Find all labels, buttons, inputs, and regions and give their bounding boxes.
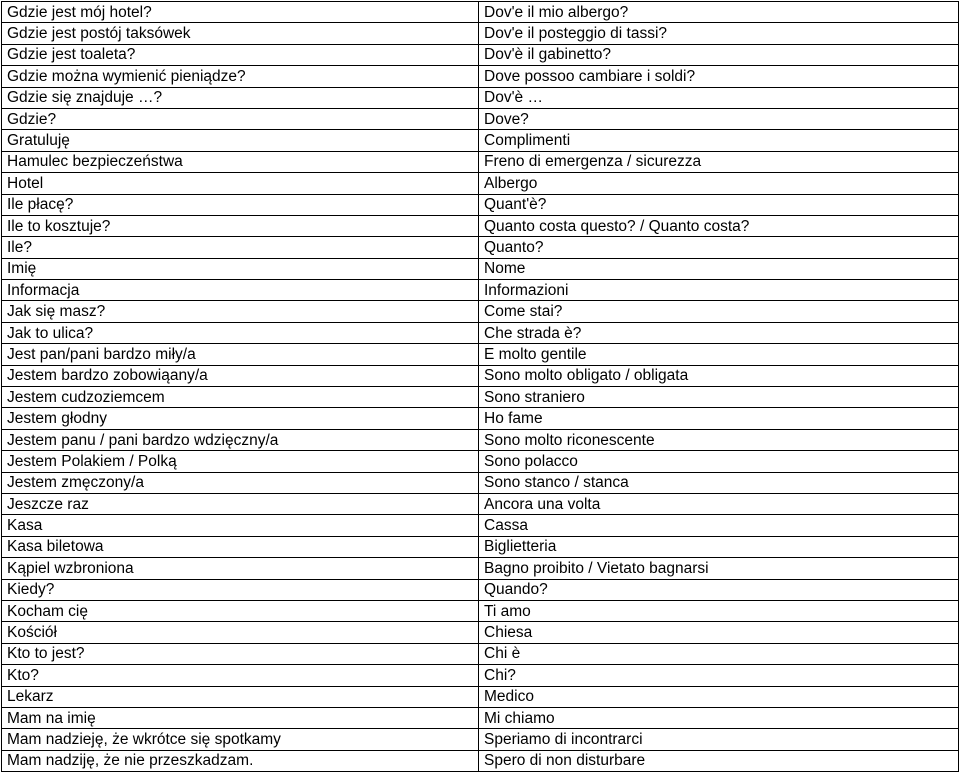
polish-phrase-cell: Jestem Polakiem / Polką <box>2 451 479 472</box>
phrase-table <box>1 1 959 772</box>
table-row <box>2 387 959 408</box>
italian-phrase-cell: Mi chiamo <box>479 707 959 728</box>
italian-phrase-cell: Bagno proibito / Vietato bagnarsi <box>479 558 959 579</box>
table-row <box>2 194 959 215</box>
italian-phrase-cell: Dove possoo cambiare i soldi? <box>479 66 959 87</box>
polish-phrase-cell: Hotel <box>2 173 479 194</box>
polish-phrase-cell: Mam na imię <box>2 707 479 728</box>
italian-phrase-cell: E molto gentile <box>479 344 959 365</box>
table-row <box>2 237 959 258</box>
italian-phrase-cell: Ancora una volta <box>479 493 959 514</box>
italian-phrase-cell: Cassa <box>479 515 959 536</box>
polish-phrase-cell: Hamulec bezpieczeństwa <box>2 151 479 172</box>
table-row <box>2 729 959 750</box>
polish-phrase-cell: Jestem cudzoziemcem <box>2 387 479 408</box>
table-row <box>2 108 959 129</box>
italian-phrase-cell: Chiesa <box>479 622 959 643</box>
table-row <box>2 258 959 279</box>
italian-phrase-cell: Complimenti <box>479 130 959 151</box>
table-row <box>2 322 959 343</box>
polish-phrase-cell: Jestem zmęczony/a <box>2 472 479 493</box>
table-row <box>2 493 959 514</box>
italian-phrase-cell: Quanto costa questo? / Quanto costa? <box>479 215 959 236</box>
italian-phrase-cell: Chi è <box>479 643 959 664</box>
table-row <box>2 707 959 728</box>
italian-phrase-cell: Che strada è? <box>479 322 959 343</box>
italian-phrase-cell: Sono molto riconescente <box>479 429 959 450</box>
table-row <box>2 515 959 536</box>
polish-phrase-cell: Kto to jest? <box>2 643 479 664</box>
polish-phrase-cell: Imię <box>2 258 479 279</box>
polish-phrase-cell: Jak to ulica? <box>2 322 479 343</box>
italian-phrase-cell: Come stai? <box>479 301 959 322</box>
italian-phrase-cell: Speriamo di incontrarci <box>479 729 959 750</box>
table-row <box>2 665 959 686</box>
polish-phrase-cell: Kąpiel wzbroniona <box>2 558 479 579</box>
italian-phrase-cell: Quant'è? <box>479 194 959 215</box>
italian-phrase-cell: Sono straniero <box>479 387 959 408</box>
table-row <box>2 44 959 65</box>
table-row <box>2 301 959 322</box>
polish-phrase-cell: Jestem bardzo zobowiąany/a <box>2 365 479 386</box>
italian-phrase-cell: Biglietteria <box>479 536 959 557</box>
table-row <box>2 600 959 621</box>
polish-phrase-cell: Gdzie można wymienić pieniądze? <box>2 66 479 87</box>
polish-phrase-cell: Jest pan/pani bardzo miły/a <box>2 344 479 365</box>
table-row <box>2 280 959 301</box>
italian-phrase-cell: Freno di emergenza / sicurezza <box>479 151 959 172</box>
polish-phrase-cell: Kościół <box>2 622 479 643</box>
italian-phrase-cell: Informazioni <box>479 280 959 301</box>
italian-phrase-cell: Sono molto obligato / obligata <box>479 365 959 386</box>
table-row <box>2 429 959 450</box>
table-row <box>2 130 959 151</box>
polish-phrase-cell: Jestem panu / pani bardzo wdzięczny/a <box>2 429 479 450</box>
table-row <box>2 23 959 44</box>
table-row <box>2 558 959 579</box>
italian-phrase-cell: Dov'e il mio albergo? <box>479 2 959 23</box>
polish-phrase-cell: Lekarz <box>2 686 479 707</box>
table-row <box>2 686 959 707</box>
italian-phrase-cell: Spero di non disturbare <box>479 750 959 771</box>
polish-phrase-cell: Mam nadzieję, że wkrótce się spotkamy <box>2 729 479 750</box>
polish-phrase-cell: Gdzie jest toaleta? <box>2 44 479 65</box>
italian-phrase-cell: Sono polacco <box>479 451 959 472</box>
italian-phrase-cell: Nome <box>479 258 959 279</box>
polish-phrase-cell: Jeszcze raz <box>2 493 479 514</box>
table-row <box>2 66 959 87</box>
polish-phrase-cell: Kiedy? <box>2 579 479 600</box>
italian-phrase-cell: Quanto? <box>479 237 959 258</box>
table-row <box>2 151 959 172</box>
table-row <box>2 536 959 557</box>
polish-phrase-cell: Gdzie jest postój taksówek <box>2 23 479 44</box>
polish-phrase-cell: Ile płacę? <box>2 194 479 215</box>
italian-phrase-cell: Ho fame <box>479 408 959 429</box>
table-row <box>2 215 959 236</box>
phrase-table-body <box>2 2 959 772</box>
table-row <box>2 87 959 108</box>
table-row <box>2 173 959 194</box>
polish-phrase-cell: Gdzie jest mój hotel? <box>2 2 479 23</box>
italian-phrase-cell: Ti amo <box>479 600 959 621</box>
table-row <box>2 579 959 600</box>
polish-phrase-cell: Jestem głodny <box>2 408 479 429</box>
polish-phrase-cell: Gdzie się znajduje …? <box>2 87 479 108</box>
italian-phrase-cell: Dov'è il gabinetto? <box>479 44 959 65</box>
table-row <box>2 750 959 771</box>
polish-phrase-cell: Gratuluję <box>2 130 479 151</box>
polish-phrase-cell: Informacja <box>2 280 479 301</box>
table-row <box>2 344 959 365</box>
italian-phrase-cell: Sono stanco / stanca <box>479 472 959 493</box>
table-row <box>2 408 959 429</box>
polish-phrase-cell: Mam nadziję, że nie przeszkadzam. <box>2 750 479 771</box>
polish-phrase-cell: Ile to kosztuje? <box>2 215 479 236</box>
polish-phrase-cell: Kasa <box>2 515 479 536</box>
polish-phrase-cell: Kto? <box>2 665 479 686</box>
polish-phrase-cell: Ile? <box>2 237 479 258</box>
italian-phrase-cell: Albergo <box>479 173 959 194</box>
italian-phrase-cell: Dov'e il posteggio di tassi? <box>479 23 959 44</box>
polish-phrase-cell: Kasa biletowa <box>2 536 479 557</box>
table-row <box>2 643 959 664</box>
italian-phrase-cell: Quando? <box>479 579 959 600</box>
polish-phrase-cell: Kocham cię <box>2 600 479 621</box>
polish-phrase-cell: Jak się masz? <box>2 301 479 322</box>
table-row <box>2 365 959 386</box>
table-row <box>2 472 959 493</box>
italian-phrase-cell: Medico <box>479 686 959 707</box>
italian-phrase-cell: Dov'è … <box>479 87 959 108</box>
table-row <box>2 451 959 472</box>
italian-phrase-cell: Dove? <box>479 108 959 129</box>
table-row <box>2 2 959 23</box>
italian-phrase-cell: Chi? <box>479 665 959 686</box>
polish-phrase-cell: Gdzie? <box>2 108 479 129</box>
table-row <box>2 622 959 643</box>
